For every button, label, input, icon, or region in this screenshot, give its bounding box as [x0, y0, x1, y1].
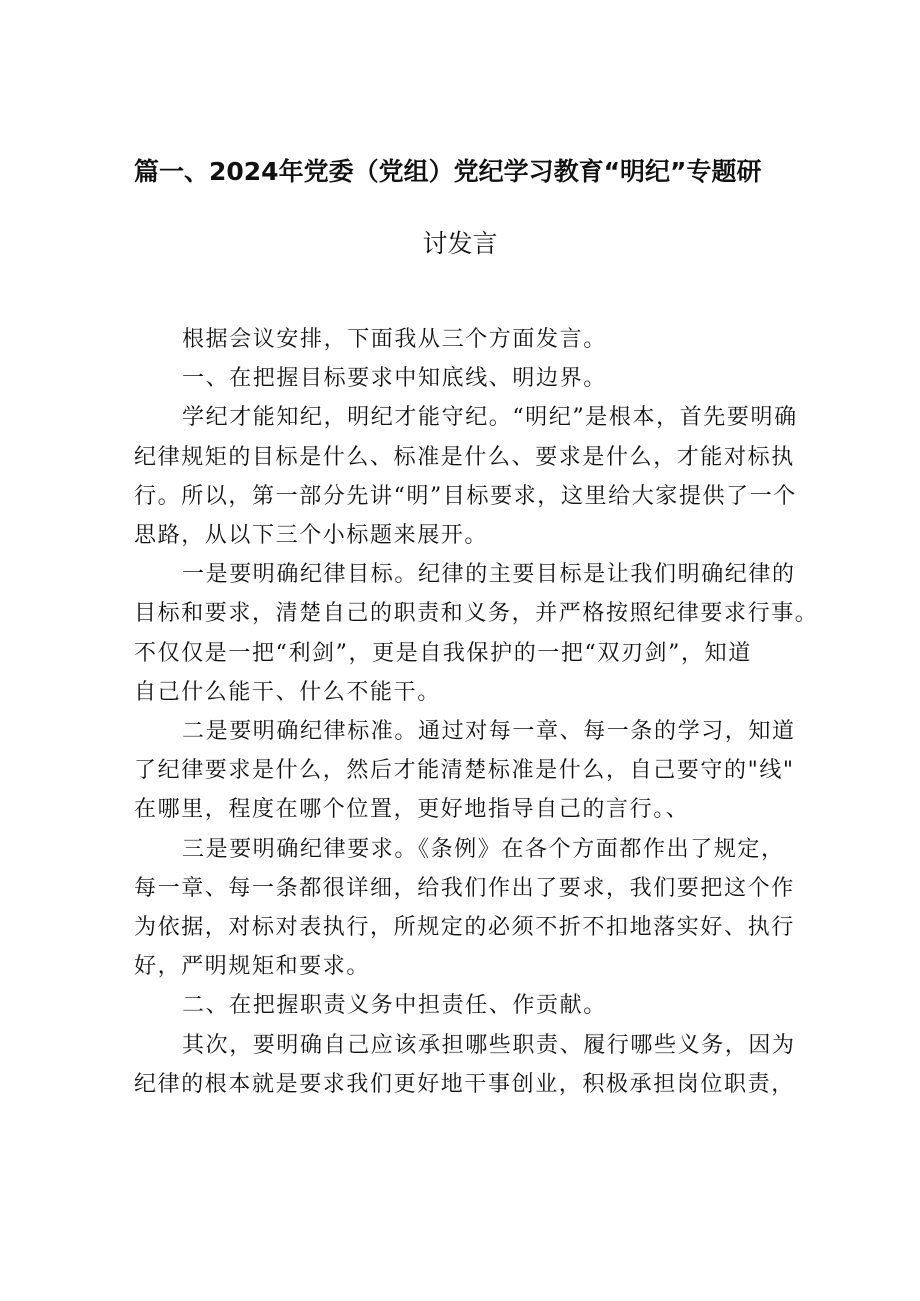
paragraph-line: 不仅仅是一把“利剑”，更是自我保护的一把“双刃剑”，知道 — [134, 640, 752, 666]
paragraph-line: 自己什么能干、什么不能干。 — [134, 679, 441, 705]
paragraph-line: 行。所以，第一部分先讲“明”目标要求，这里给大家提供了一个 — [134, 483, 797, 509]
paragraph-line: 每一章、每一条都很详细，给我们作出了要求，我们要把这个作 — [134, 875, 795, 901]
document-body — [134, 320, 819, 1104]
paragraph-line: 纪律的根本就是要求我们更好地干事创业，积极承担岗位职责， — [134, 1071, 795, 1097]
paragraph-line: 学纪才能知纪，明纪才能守纪。“明纪”是根本，首先要明确 — [182, 405, 798, 431]
paragraph-line: 其次，要明确自己应该承担哪些职责、履行哪些义务，因为 — [182, 1032, 796, 1058]
paragraph-line: 二是要明确纪律标准。通过对每一章、每一条的学习，知道 — [182, 719, 796, 745]
paragraph-line: 一、在把握目标要求中知底线、明边界。 — [182, 366, 607, 392]
paragraph-line: 为依据，对标对表执行，所规定的必须不折不扣地落实好、执行 — [134, 915, 795, 941]
paragraph-line: 一是要明确纪律目标。纪律的主要目标是让我们明确纪律的 — [182, 562, 796, 588]
paragraph-line: 好，严明规矩和要求。 — [134, 954, 371, 980]
paragraph — [134, 1026, 796, 1104]
paragraph-line: 目标和要求，清楚自己的职责和义务，并严格按照纪律要求行事。 — [134, 601, 819, 627]
paragraph-line: 思路，从以下三个小标题来展开。 — [134, 523, 489, 549]
paragraph-line: 二、在把握职责义务中担责任、作贡献。 — [182, 993, 607, 1019]
paragraph-line: 了纪律要求是什么，然后才能清楚标准是什么，自己要守的"线" — [134, 758, 795, 784]
paragraph — [134, 320, 790, 359]
paragraph — [134, 398, 798, 555]
paragraph — [134, 555, 819, 712]
paragraph-line: 根据会议安排，下面我从三个方面发言。 — [182, 327, 607, 352]
paragraph — [134, 986, 790, 1025]
document-title-line-2: 讨发言 — [422, 229, 498, 258]
paragraph — [134, 712, 796, 830]
paragraph-line: 三是要明确纪律要求。《条例》在各个方面都作出了规定， — [182, 836, 785, 862]
paragraph-line: 在哪里，程度在哪个位置，更好地指导自己的言行。、 — [134, 797, 690, 823]
paragraph — [134, 359, 790, 398]
paragraph — [134, 830, 795, 987]
paragraph-line: 纪律规矩的目标是什么、标准是什么、要求是什么，才能对标执 — [134, 444, 795, 470]
document-title-line-1: 篇一、2024年党委（党组）党纪学习教育“明纪”专题研 — [134, 157, 762, 186]
